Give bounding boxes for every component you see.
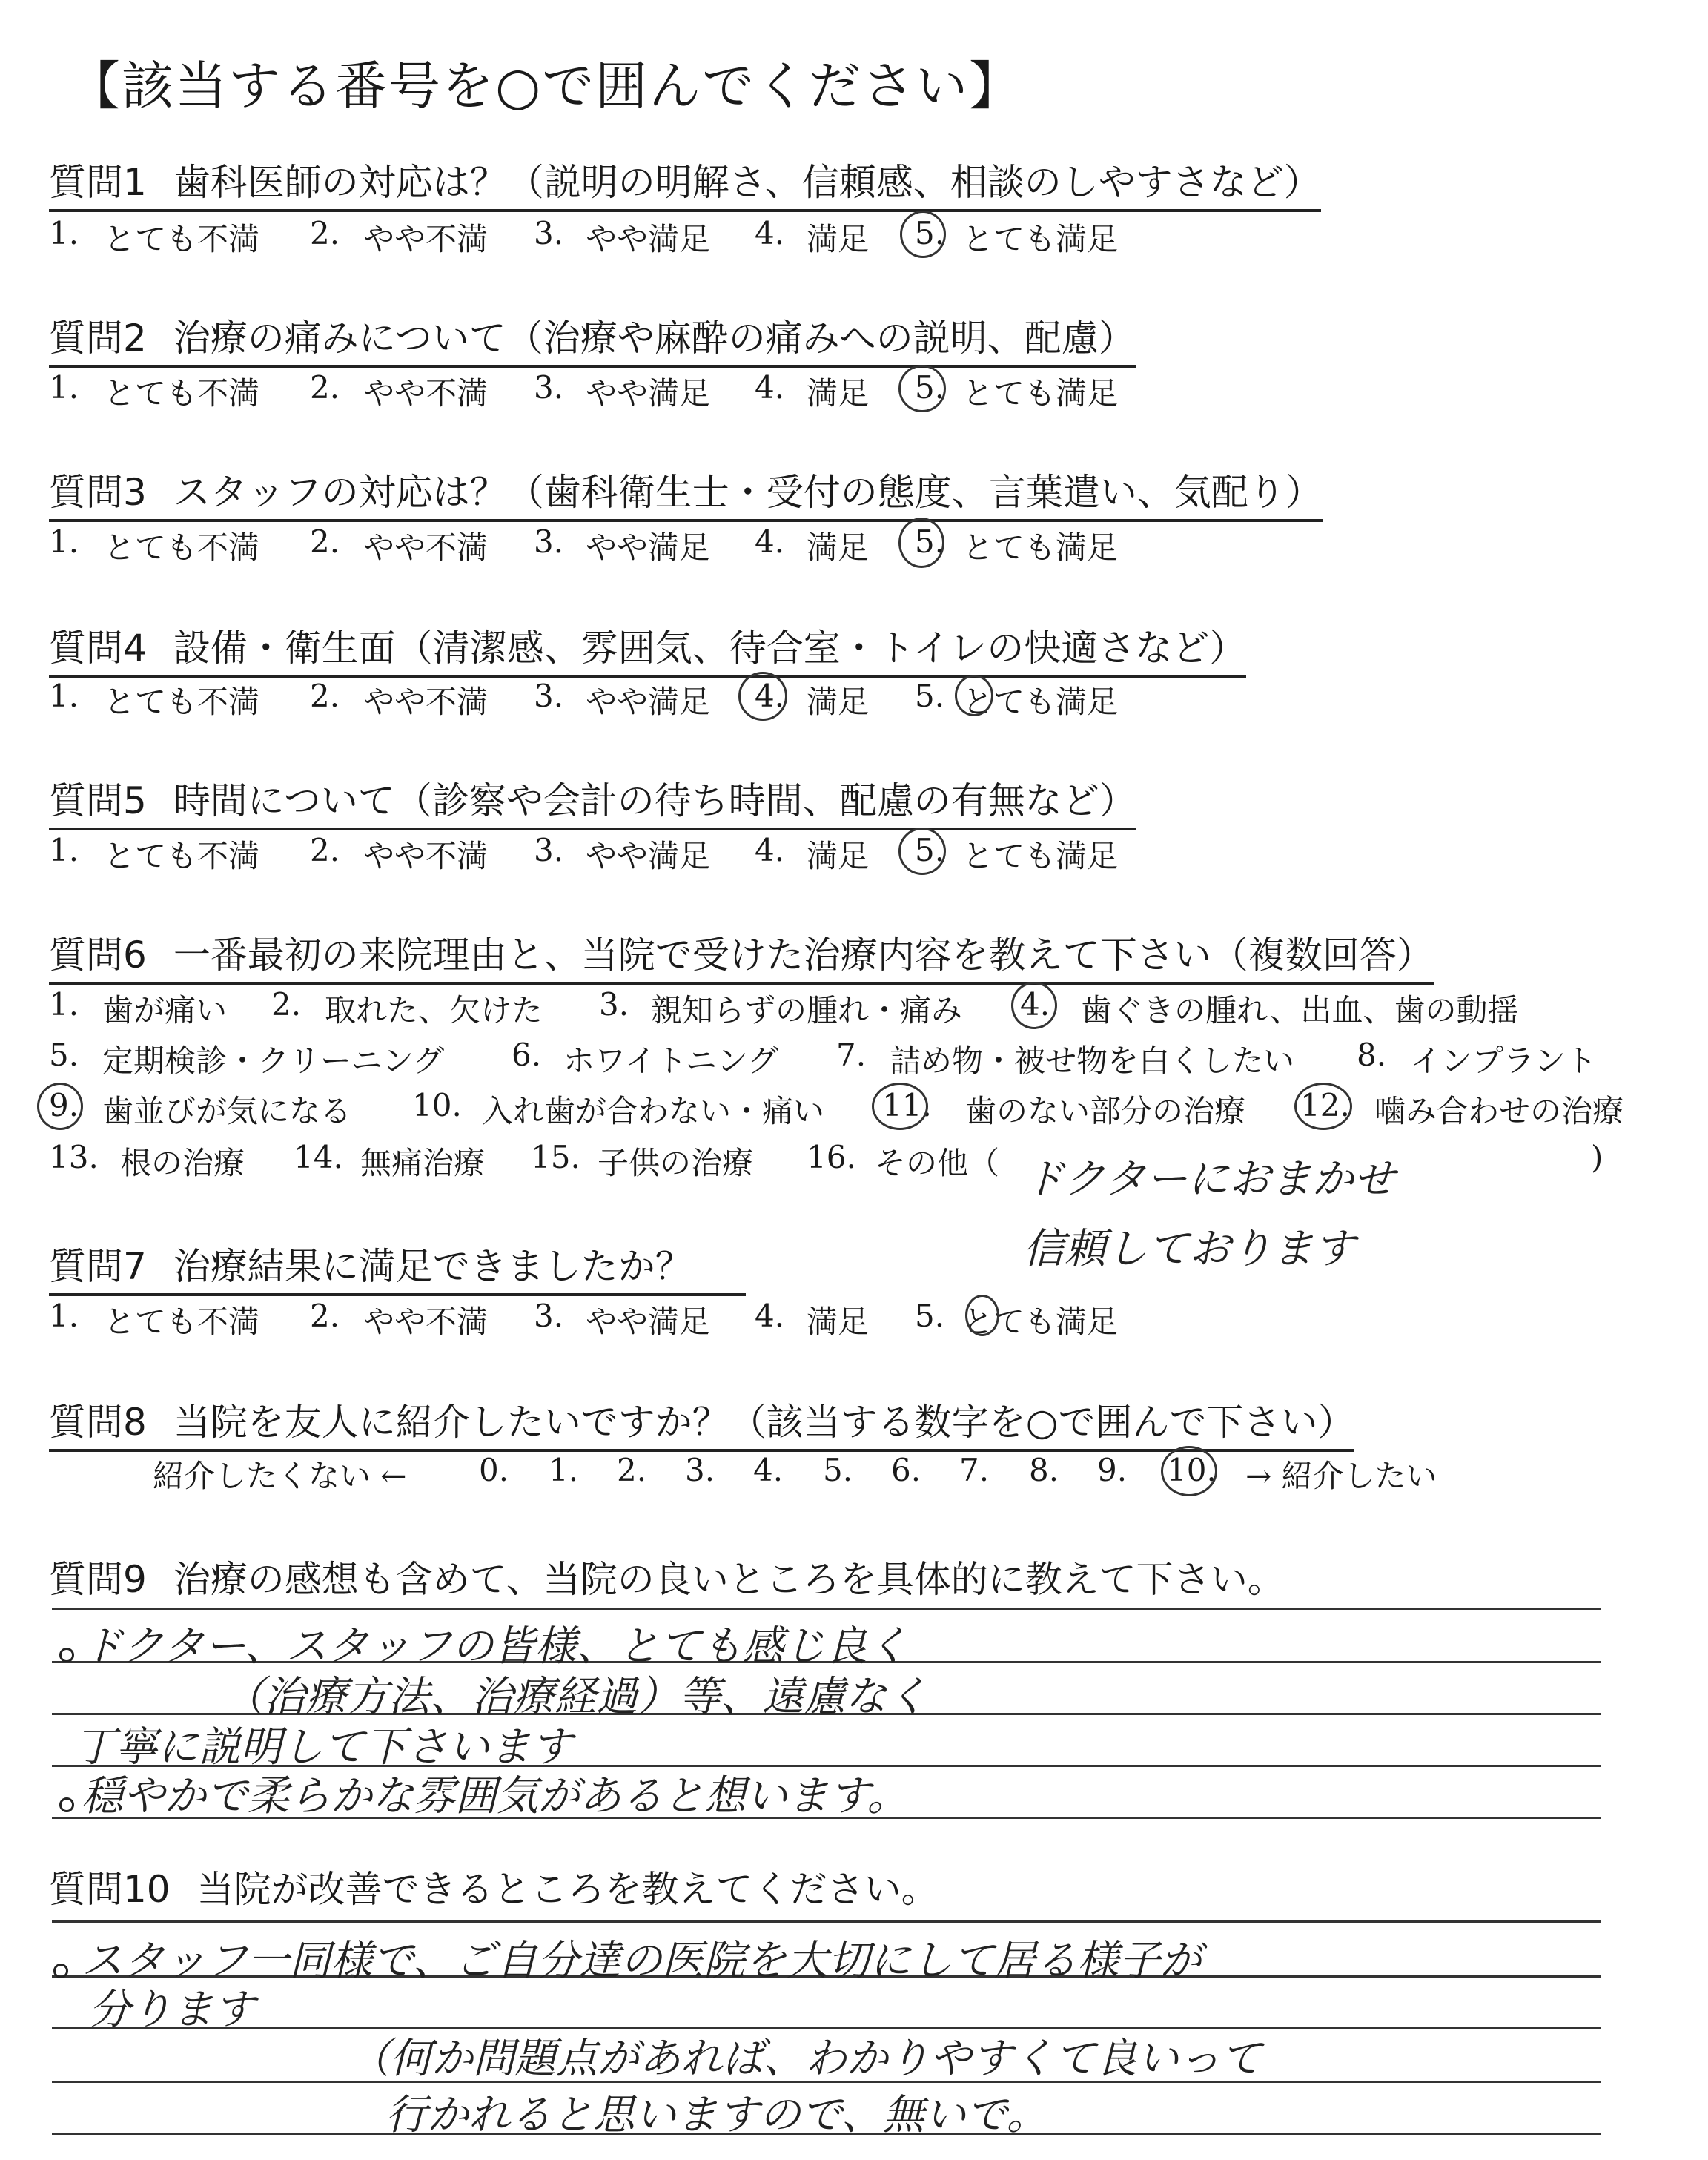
question-4	[49, 618, 1246, 678]
option-4-num[interactable]: 4.	[755, 524, 785, 560]
bullet-mark	[59, 1797, 74, 1812]
question-9-number: 質問9	[49, 1558, 147, 1601]
q10-handwritten-4: 行かれると思いますので、無いで。	[385, 2091, 1048, 2139]
other-handwritten-2: 信頼しております	[1023, 1225, 1355, 1273]
option-4-label: 満足	[807, 221, 870, 257]
question-6	[49, 925, 1434, 985]
option-3-num[interactable]: 3.	[534, 832, 564, 868]
option-4-num[interactable]: 4.	[755, 678, 785, 714]
question-8	[49, 1393, 1354, 1452]
selected-circle-mark	[872, 1083, 928, 1130]
option-3-num[interactable]: 3.	[534, 215, 564, 251]
option-4-label: 歯ぐきの腫れ、出血、歯の動揺	[1081, 992, 1519, 1028]
option-2-label: やや不満	[363, 838, 489, 874]
scale-3[interactable]: 3.	[685, 1452, 715, 1488]
scale-9[interactable]: 9.	[1097, 1452, 1128, 1488]
selected-circle-mark	[955, 675, 993, 716]
option-5-label: とても満足	[962, 684, 1119, 720]
question-2-text: 治療の痛みについて（治療や麻酔の痛みへの説明、配慮）	[173, 317, 1136, 360]
scale-10[interactable]: 10.	[1167, 1452, 1217, 1488]
question-8-heading	[49, 1393, 1354, 1452]
other-close-paren: )	[1591, 1139, 1603, 1175]
option-1-label: とても不満	[104, 529, 260, 566]
option-14-label: 無痛治療	[360, 1145, 486, 1181]
question-3-number: 質問3	[49, 471, 147, 514]
question-1	[49, 153, 1321, 212]
option-10-label: 入れ歯が合わない・痛い	[482, 1093, 825, 1129]
option-2-num[interactable]: 2.	[310, 678, 340, 714]
option-8-num[interactable]: 8.	[1357, 1037, 1387, 1073]
option-5-label: とても満足	[962, 529, 1119, 566]
scale-4[interactable]: 4.	[753, 1452, 784, 1488]
scale-0[interactable]: 0.	[479, 1452, 509, 1488]
selected-circle-mark	[898, 828, 946, 875]
option-3-label: やや満足	[586, 221, 711, 257]
option-6-num[interactable]: 6.	[512, 1037, 542, 1073]
option-3-label: やや満足	[586, 684, 711, 720]
bullet-mark	[53, 1964, 68, 1978]
question-7-number: 質問7	[49, 1245, 147, 1288]
question-4-heading	[49, 618, 1246, 678]
option-1-num[interactable]: 1.	[49, 832, 79, 868]
option-2-num[interactable]: 2.	[310, 832, 340, 868]
option-8-label: インプラント	[1410, 1043, 1598, 1079]
option-5-num[interactable]: 5.	[49, 1037, 79, 1073]
option-1-num[interactable]: 1.	[49, 1298, 79, 1334]
option-1-label: とても不満	[104, 838, 260, 874]
selected-circle-mark	[900, 211, 946, 258]
option-9-num[interactable]: 9.	[49, 1087, 79, 1123]
question-5	[49, 771, 1136, 830]
scale-left-label: 紹介したくない ←	[153, 1458, 407, 1494]
question-10	[49, 1860, 939, 1913]
question-9	[49, 1550, 1285, 1603]
option-2-num[interactable]: 2.	[310, 215, 340, 251]
option-5-num[interactable]: 5.	[915, 215, 945, 251]
option-13-label: 根の治療	[120, 1145, 245, 1181]
selected-circle-mark	[1161, 1446, 1217, 1496]
q9-handwritten-4: 穏やかで柔らかな雰囲気があると想います。	[82, 1772, 909, 1820]
question-5-number: 質問5	[49, 779, 147, 822]
option-2-label: やや不満	[363, 375, 489, 412]
option-5-num[interactable]: 5.	[915, 678, 945, 714]
option-7-label: 詰め物・被せ物を白くしたい	[890, 1043, 1295, 1079]
option-4-num[interactable]: 4.	[755, 1298, 785, 1334]
option-1-num[interactable]: 1.	[49, 369, 79, 406]
question-7-heading	[49, 1237, 746, 1296]
scale-8[interactable]: 8.	[1029, 1452, 1059, 1488]
option-4-label: 満足	[807, 838, 870, 874]
question-4-text: 設備・衛生面（清潔感、雰囲気、待合室・トイレの快適さなど）	[173, 627, 1247, 670]
option-2-label: やや不満	[363, 529, 489, 566]
scale-5[interactable]: 5.	[823, 1452, 853, 1488]
option-1-label: とても不満	[104, 684, 260, 720]
option-1-num[interactable]: 1.	[49, 986, 79, 1023]
option-5-label: 定期検診・クリーニング	[102, 1043, 445, 1079]
ruled-line	[52, 1920, 1601, 1923]
question-6-text: 一番最初の来院理由と、当院で受けた治療内容を教えて下さい（複数回答）	[173, 934, 1434, 977]
option-1-label: とても不満	[104, 221, 260, 257]
option-4-label: 満足	[807, 1304, 870, 1340]
option-15-num[interactable]: 15.	[531, 1139, 580, 1175]
scale-1[interactable]: 1.	[549, 1452, 579, 1488]
option-16-label: その他（	[875, 1145, 1000, 1181]
option-1-label: とても不満	[104, 1304, 260, 1340]
option-13-num[interactable]: 13.	[49, 1139, 99, 1175]
option-3-label: やや満足	[586, 375, 711, 412]
option-6-label: ホワイトニング	[563, 1043, 779, 1079]
question-9-heading	[49, 1550, 1285, 1603]
question-4-number: 質問4	[49, 627, 147, 670]
option-5-num[interactable]: 5.	[915, 1298, 945, 1334]
option-12-label: 噛み合わせの治療	[1374, 1093, 1624, 1129]
question-1-number: 質問1	[49, 161, 147, 204]
option-4-num[interactable]: 4.	[755, 215, 785, 251]
option-16-num[interactable]: 16.	[807, 1139, 856, 1175]
selected-circle-mark	[37, 1083, 83, 1130]
question-7	[49, 1237, 746, 1296]
option-5-label: とても満足	[962, 1304, 1119, 1340]
option-2-num[interactable]: 2.	[271, 986, 302, 1023]
scale-7[interactable]: 7.	[959, 1452, 990, 1488]
scale-2[interactable]: 2.	[617, 1452, 647, 1488]
bullet-mark	[59, 1648, 74, 1662]
option-5-label: とても満足	[962, 375, 1119, 412]
q10-handwritten-1: スタッフ一同様で、ご自分達の医院を大切にして居る様子が	[82, 1937, 1202, 1985]
option-4-label: 満足	[807, 684, 870, 720]
selected-circle-mark	[898, 518, 944, 568]
option-3-num[interactable]: 3.	[534, 678, 564, 714]
q9-handwritten-3: 丁寧に説明して下さいます	[74, 1723, 572, 1771]
option-1-num[interactable]: 1.	[49, 678, 79, 714]
option-5-num[interactable]: 5.	[915, 524, 945, 560]
option-14-num[interactable]: 14.	[294, 1139, 343, 1175]
option-1-label: 歯が痛い	[102, 992, 228, 1028]
q10-handwritten-2: 分ります	[89, 1986, 255, 2034]
other-handwritten-1: ドクターにおまかせ	[1023, 1155, 1395, 1203]
option-3-num[interactable]: 3.	[534, 1298, 564, 1334]
option-5-num[interactable]: 5.	[915, 832, 945, 868]
question-10-number: 質問10	[49, 1868, 171, 1911]
scale-right-label: → 紹介したい	[1245, 1458, 1437, 1494]
page-title: 【該当する番号を○で囲んでください】	[68, 56, 1023, 116]
question-8-text: 当院を友人に紹介したいですか？（該当する数字を○で囲んで下さい）	[173, 1401, 1355, 1444]
option-2-num[interactable]: 2.	[310, 524, 340, 560]
question-9-text: 治療の感想も含めて、当院の良いところを具体的に教えて下さい。	[173, 1558, 1285, 1601]
question-10-text: 当院が改善できるところを教えてください。	[196, 1868, 939, 1911]
option-11-label: 歯のない部分の治療	[965, 1093, 1246, 1129]
option-9-label: 歯並びが気になる	[102, 1093, 352, 1129]
selected-circle-mark	[898, 365, 946, 412]
option-2-label: やや不満	[363, 1304, 489, 1340]
option-12-num[interactable]: 12.	[1300, 1087, 1350, 1123]
option-15-label: 子供の治療	[598, 1145, 754, 1181]
selected-circle-mark	[1294, 1083, 1352, 1130]
option-4-label: 満足	[807, 529, 870, 566]
question-2-heading	[49, 308, 1136, 368]
option-2-num[interactable]: 2.	[310, 1298, 340, 1334]
question-3-heading	[49, 463, 1323, 522]
option-11-num[interactable]: 11.	[882, 1087, 932, 1123]
option-2-num[interactable]: 2.	[310, 369, 340, 406]
ruled-line	[52, 1608, 1601, 1610]
question-2	[49, 308, 1136, 368]
option-4-num[interactable]: 4.	[755, 832, 785, 868]
option-3-label: やや満足	[586, 529, 711, 566]
q9-handwritten-2: （治療方法、治療経過）等、遠慮なく	[222, 1673, 928, 1721]
selected-circle-mark	[738, 672, 787, 721]
selected-circle-mark	[965, 1295, 999, 1336]
option-3-label: 親知らずの腫れ・痛み	[651, 992, 963, 1028]
question-1-text: 歯科医師の対応は？（説明の明解さ、信頼感、相談のしやすさなど）	[173, 161, 1321, 204]
option-3-label: やや満足	[586, 838, 711, 874]
option-7-num[interactable]: 7.	[836, 1037, 867, 1073]
option-3-num[interactable]: 3.	[599, 986, 629, 1023]
question-10-heading	[49, 1860, 939, 1913]
option-3-label: やや満足	[586, 1304, 711, 1340]
option-2-label: 取れた、欠けた	[325, 992, 543, 1028]
option-1-label: とても不満	[104, 375, 260, 412]
option-10-num[interactable]: 10.	[412, 1087, 462, 1123]
question-2-number: 質問2	[49, 317, 147, 360]
option-5-label: とても満足	[962, 221, 1119, 257]
option-5-num[interactable]: 5.	[915, 369, 945, 406]
option-2-label: やや不満	[363, 684, 489, 720]
option-5-label: とても満足	[962, 838, 1119, 874]
question-8-number: 質問8	[49, 1401, 147, 1444]
q9-handwritten-1: ドクター、スタッフの皆様、とても感じ良く	[82, 1622, 909, 1671]
question-3-text: スタッフの対応は？（歯科衛生士・受付の態度、言葉遣い、気配り）	[173, 471, 1323, 514]
option-2-label: やや不満	[363, 221, 489, 257]
question-5-heading	[49, 771, 1136, 830]
option-4-num[interactable]: 4.	[755, 369, 785, 406]
question-6-heading	[49, 925, 1434, 985]
option-1-num[interactable]: 1.	[49, 524, 79, 560]
question-7-text: 治療結果に満足できましたか？	[173, 1245, 692, 1288]
option-4-num[interactable]: 4.	[1020, 986, 1050, 1023]
question-3	[49, 463, 1323, 522]
option-3-num[interactable]: 3.	[534, 524, 564, 560]
option-4-label: 満足	[807, 375, 870, 412]
q10-handwritten-3: （何か問題点があれば、わかりやすくて良いって	[348, 2035, 1262, 2083]
scale-6[interactable]: 6.	[891, 1452, 921, 1488]
question-6-number: 質問6	[49, 934, 147, 977]
selected-circle-mark	[1011, 982, 1057, 1029]
question-5-text: 時間について（診察や会計の待ち時間、配慮の有無など）	[173, 779, 1136, 822]
option-3-num[interactable]: 3.	[534, 369, 564, 406]
question-1-heading	[49, 153, 1321, 212]
option-1-num[interactable]: 1.	[49, 215, 79, 251]
